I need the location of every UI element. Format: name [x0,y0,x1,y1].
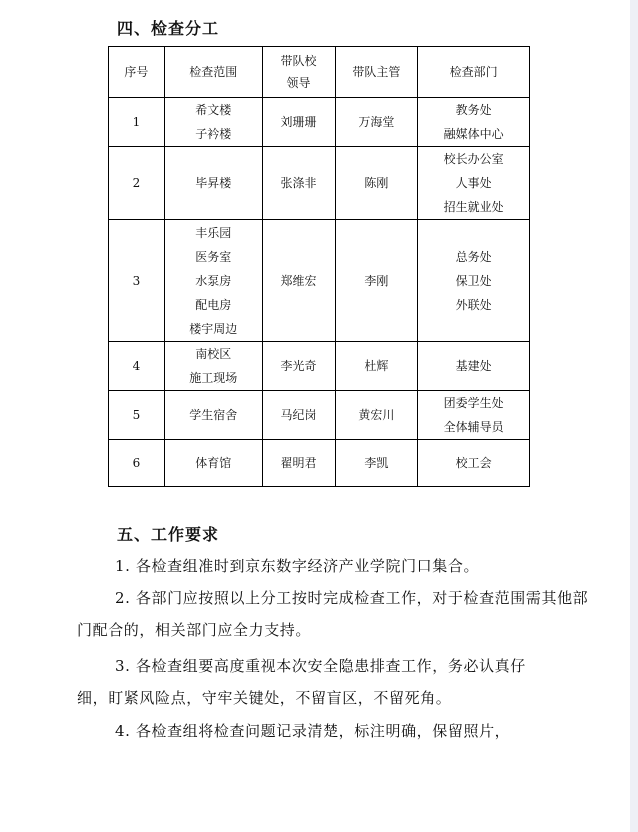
row-no: 4 [109,342,165,391]
row-scope [164,342,262,391]
scope-line: 丰乐园 [195,225,232,240]
department-line: 招生就业处 [443,200,504,214]
scope-line: 学生宿舍 [189,408,238,422]
row-departments [418,220,530,342]
header-leader [262,47,335,98]
table-row [109,220,530,342]
department-line: 团委学生处 [443,396,504,410]
row-no: 1 [109,98,165,147]
department-line: 全体辅导员 [443,420,504,434]
scope-line: 医务室 [195,249,232,264]
row-supervisor: 黄宏川 [335,391,418,440]
scope-line: 水泵房 [195,273,232,288]
row-departments [418,342,530,391]
header-departments: 检查部门 [418,47,530,98]
row-supervisor: 李刚 [335,220,418,342]
department-line: 校长办公室 [443,152,504,166]
row-supervisor: 李凯 [335,440,418,487]
row-scope [164,440,262,487]
department-line: 人事处 [455,176,492,190]
department-line: 总务处 [455,249,492,264]
requirement-item-2 [77,582,595,646]
row-leader: 郑维宏 [262,220,335,342]
row-leader: 马纪岗 [262,391,335,440]
row-departments [418,98,530,147]
row-departments [418,440,530,487]
scope-line: 施工现场 [189,371,238,385]
requirement-item-3-text: 3. 各检查组要高度重视本次安全隐患排查工作，务必认真仔细，盯紧风险点，守牢关键处，不留盲区，不留死角。 [77,657,526,707]
table-row [109,342,530,391]
row-departments [418,391,530,440]
row-supervisor: 陈刚 [335,147,418,220]
row-supervisor: 杜辉 [335,342,418,391]
department-line: 基建处 [455,359,492,373]
department-line: 融媒体中心 [443,127,504,141]
row-scope [164,220,262,342]
table-row [109,391,530,440]
scope-line: 子衿楼 [195,127,232,141]
row-supervisor: 万海堂 [335,98,418,147]
header-scope: 检查范围 [164,47,262,98]
scope-line: 希文楼 [195,103,232,117]
header-supervisor: 带队主管 [335,47,418,98]
row-no: 6 [109,440,165,487]
scope-line: 南校区 [195,347,232,361]
requirement-item-4 [77,715,557,747]
table-header-row [109,47,530,98]
department-line: 教务处 [455,103,492,117]
department-line: 外联处 [455,297,492,312]
row-leader: 翟明君 [262,440,335,487]
requirement-item-1: 1. 各检查组准时到京东数字经济产业学院门口集合。 [115,557,480,575]
row-scope [164,391,262,440]
scope-line: 配电房 [195,297,232,312]
department-line: 校工会 [455,456,492,470]
row-leader: 张涤非 [262,147,335,220]
row-no: 3 [109,220,165,342]
table-row [109,440,530,487]
requirement-item-4-text: 4. 各检查组将检查问题记录清楚，标注明确，保留照片， [115,722,511,740]
row-no: 2 [109,147,165,220]
row-departments [418,147,530,220]
row-scope [164,98,262,147]
table-row [109,147,530,220]
row-leader: 李光奇 [262,342,335,391]
scope-line: 毕昇楼 [195,176,232,190]
table-row [109,98,530,147]
requirement-item-2-text: 2. 各部门应按照以上分工按时完成检查工作，对于检查范围需其他部门配合的，相关部门应全力支持。 [77,589,589,639]
section-4-title: 四、检查分工 [117,19,220,38]
row-scope [164,147,262,220]
scope-line: 体育馆 [195,456,232,470]
department-line: 保卫处 [455,273,492,288]
row-leader: 刘珊珊 [262,98,335,147]
scope-line: 楼宇周边 [189,321,238,336]
requirement-item-3 [77,650,557,714]
header-no: 序号 [109,47,165,98]
section-5-title: 五、工作要求 [117,525,220,544]
row-no: 5 [109,391,165,440]
assignment-table [108,46,530,487]
header-leader-text: 带队校领导 [280,54,317,90]
